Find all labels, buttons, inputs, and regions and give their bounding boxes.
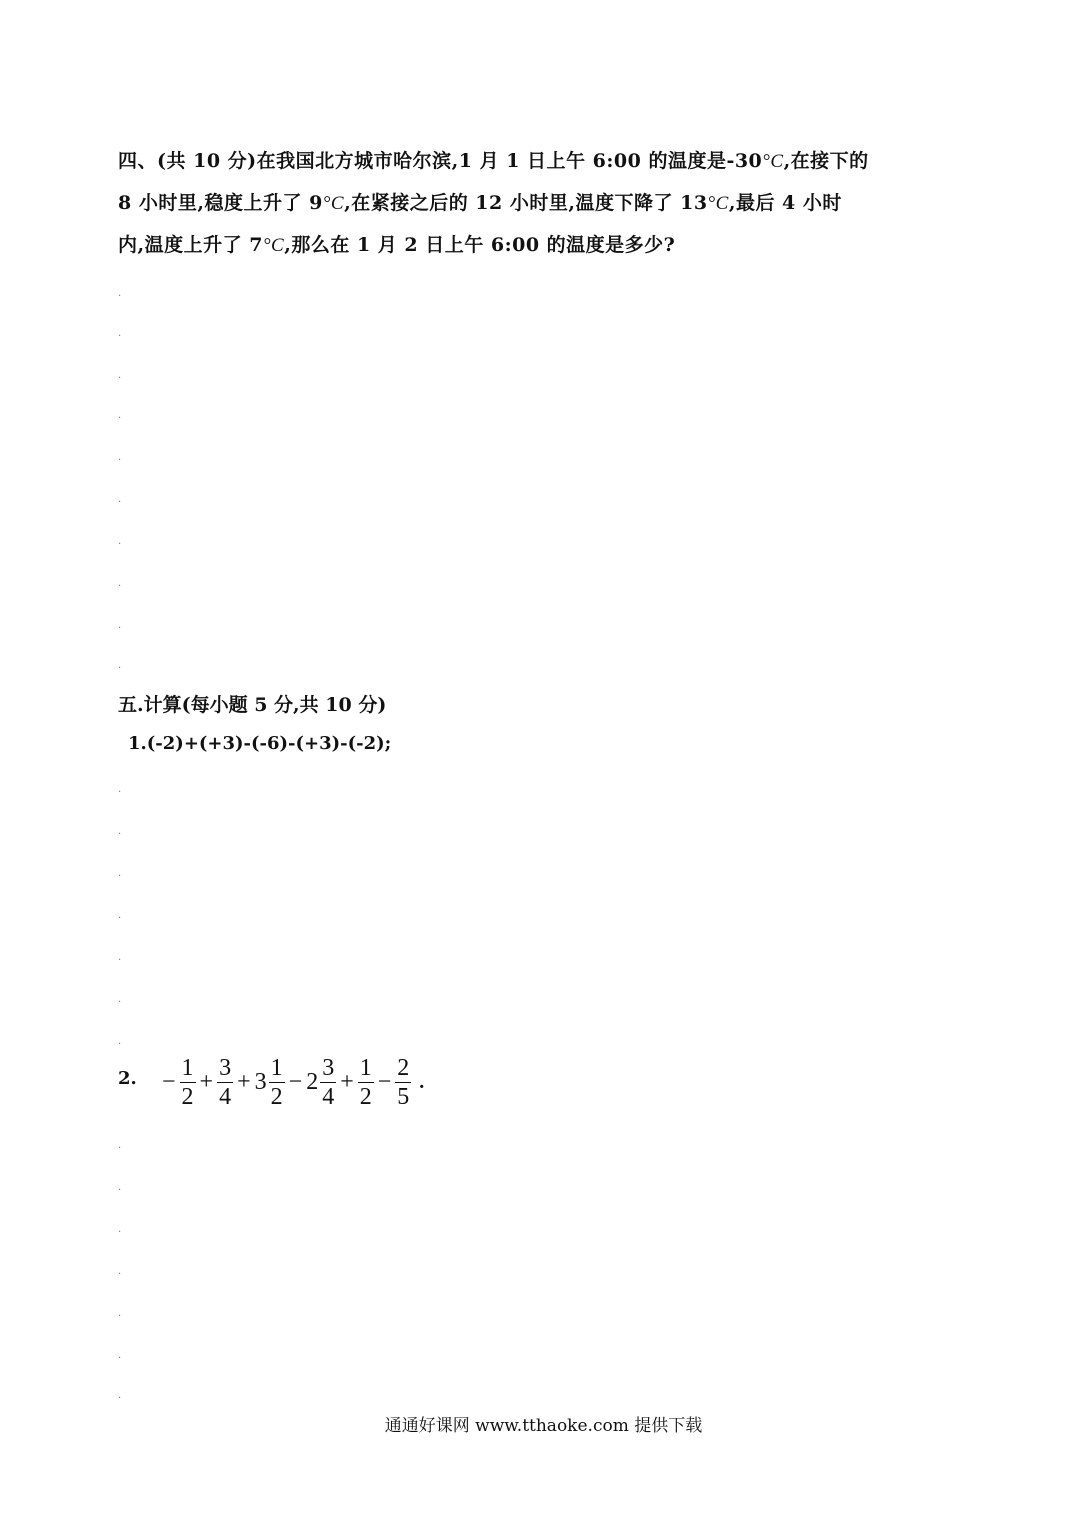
q4-text: ,最后 4 小时 — [728, 192, 842, 214]
q4-text: 四、(共 10 分)在我国北方城市哈尔滨,1 月 1 日上午 6:00 的温度是-30 — [118, 150, 763, 172]
problem-1: 1.(-2)+(+3)-(-6)-(+3)-(-2); — [128, 733, 392, 754]
numerator: 3 — [322, 1054, 335, 1081]
q4-text: ,在紧接之后的 12 小时里,温度下降了 13 — [344, 192, 708, 214]
answer-space-mark: . — [118, 1182, 122, 1193]
operator: − — [288, 1068, 303, 1095]
footer-source: 通通好课网 www.tthaoke.com 提供下载 — [384, 1416, 703, 1436]
answer-space-mark: . — [118, 1350, 122, 1361]
answer-space-mark: . — [118, 494, 122, 505]
problem-2-label: 2. — [118, 1068, 137, 1089]
operator: + — [340, 1068, 354, 1095]
denominator: 4 — [219, 1083, 232, 1110]
numerator: 3 — [219, 1054, 232, 1081]
answer-space-mark: . — [118, 536, 122, 547]
denominator: 4 — [322, 1083, 335, 1110]
q4-text: ,那么在 1 月 2 日上午 6:00 的温度是多少? — [284, 234, 676, 256]
answer-space-mark: . — [118, 1224, 122, 1235]
answer-space-mark: . — [118, 452, 122, 463]
fraction — [395, 1054, 411, 1111]
numerator: 1 — [359, 1054, 372, 1081]
fraction — [358, 1054, 374, 1111]
denominator: 2 — [359, 1083, 372, 1110]
denominator: 2 — [270, 1083, 283, 1110]
expression-end-mark: . — [419, 1070, 425, 1093]
answer-space-mark: . — [118, 1140, 122, 1151]
q4-text: 内,温度上升了 7 — [118, 234, 263, 256]
answer-space-mark: . — [118, 1390, 122, 1401]
question-5-title: 五.计算(每小题 5 分,共 10 分) — [118, 694, 387, 716]
numerator: 1 — [270, 1054, 283, 1081]
q4-text: ,在接下的 — [783, 150, 869, 172]
unit-celsius: °C — [262, 235, 285, 256]
answer-space-mark: . — [118, 578, 122, 589]
answer-space-mark: . — [118, 826, 122, 837]
operator: + — [237, 1068, 251, 1095]
question-4-line-3 — [118, 230, 675, 257]
answer-space-mark: . — [118, 784, 122, 795]
answer-space-mark: . — [118, 1308, 122, 1319]
denominator: 2 — [181, 1083, 194, 1110]
answer-space-mark: . — [118, 1266, 122, 1277]
numerator: 2 — [397, 1054, 410, 1081]
fraction — [320, 1054, 336, 1111]
operator: − — [162, 1068, 176, 1095]
problem-2-expression — [160, 1050, 424, 1114]
answer-space-mark: . — [118, 328, 122, 339]
operator: − — [377, 1068, 392, 1095]
question-4-line-1 — [118, 146, 869, 173]
unit-celsius: °C — [707, 193, 729, 214]
answer-space-mark: . — [118, 994, 122, 1005]
answer-space-mark: . — [118, 952, 122, 963]
denominator: 5 — [397, 1083, 410, 1110]
numerator: 1 — [181, 1054, 194, 1081]
unit-celsius: °C — [762, 151, 784, 172]
q4-text: 8 小时里,稳度上升了 9 — [118, 192, 323, 214]
unit-celsius: °C — [322, 193, 345, 214]
question-4-line-2 — [118, 188, 842, 215]
answer-space-mark: . — [118, 1036, 122, 1047]
answer-space-mark: . — [118, 910, 122, 921]
fraction — [269, 1054, 285, 1111]
answer-space-mark: . — [118, 660, 122, 671]
answer-space-mark: . — [118, 868, 122, 879]
whole-number: 2 — [306, 1068, 319, 1095]
answer-space-mark: . — [118, 620, 122, 631]
answer-space-mark: . — [118, 410, 122, 421]
fraction — [217, 1054, 233, 1111]
answer-space-mark: . — [118, 288, 122, 299]
whole-number: 3 — [254, 1068, 267, 1095]
operator: + — [199, 1068, 214, 1095]
answer-space-mark: . — [118, 370, 122, 381]
fraction — [180, 1054, 196, 1111]
